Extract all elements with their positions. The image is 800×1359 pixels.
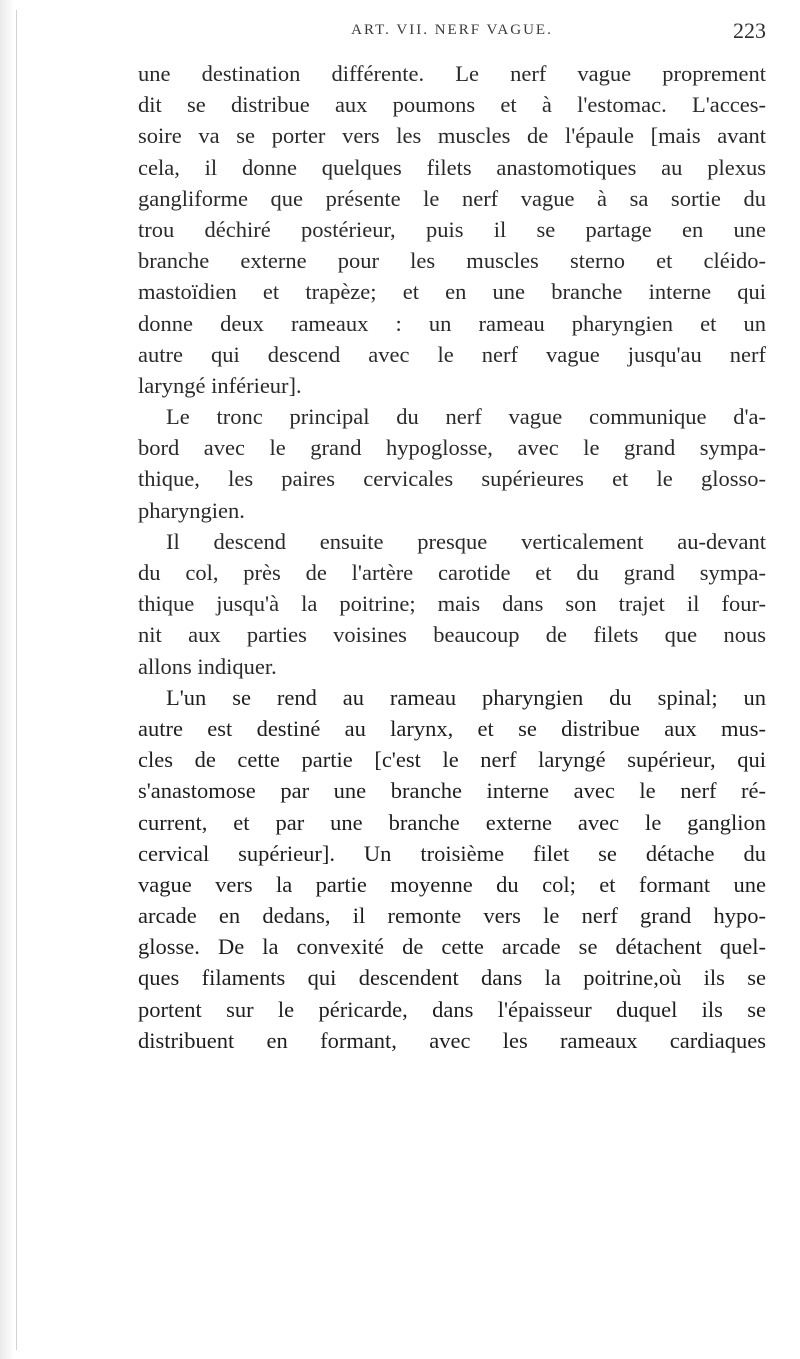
text-line: trou déchiré postérieur, puis il se partage en une — [138, 216, 766, 242]
page-header — [138, 18, 766, 48]
text-line: distribuent en formant, avec les rameaux cardiaques — [138, 1027, 766, 1053]
running-head: ART. VII. NERF VAGUE. — [351, 22, 553, 38]
text-line: gangliforme que présente le nerf vague à sa sortie du — [138, 185, 766, 211]
text-line: du col, près de l'artère carotide et du grand sympa- — [138, 560, 766, 585]
page-number: 223 — [733, 18, 766, 43]
text-line: thique, les paires cervicales supérieures et le glosso- — [138, 466, 766, 492]
text-line: cervical supérieur]. Un troisième filet se détache du — [138, 840, 766, 866]
text-line: allons indiquer. — [138, 653, 277, 679]
page-gutter-shadow — [0, 0, 14, 1359]
text-line: L'un se rend au rameau pharyngien du spinal; un — [166, 684, 766, 710]
body-text — [138, 58, 766, 1056]
text-line: Le tronc principal du nerf vague communique d'a- — [166, 404, 766, 430]
text-line: dit se distribue aux poumons et à l'estomac. L'acces- — [138, 92, 766, 118]
text-line: portent sur le péricarde, dans l'épaisseur duquel ils se — [138, 996, 766, 1022]
text-line: donne deux rameaux : un rameau pharyngien et un — [138, 310, 766, 336]
text-line: nit aux parties voisines beaucoup de filets que nous — [138, 622, 766, 648]
text-line: thique jusqu'à la poitrine; mais dans son trajet il four- — [138, 591, 766, 617]
text-line: autre qui descend avec le nerf vague jusqu'au nerf — [138, 341, 766, 367]
text-line: Il descend ensuite presque verticalement au-devant — [166, 528, 766, 554]
page-edge-line — [16, 10, 17, 1350]
text-line: bord avec le grand hypoglosse, avec le grand sympa- — [138, 435, 766, 461]
text-line: branche externe pour les muscles sterno et cléido- — [138, 248, 766, 274]
text-line: pharyngien. — [138, 497, 245, 523]
text-line: arcade en dedans, il remonte vers le nerf grand hypo- — [138, 903, 766, 929]
text-line: vague vers la partie moyenne du col; et formant une — [138, 871, 766, 897]
text-line: current, et par une branche externe avec le ganglion — [138, 809, 766, 835]
text-line: soire va se porter vers les muscles de l'épaule [mais avant — [138, 123, 766, 149]
text-line: une destination différente. Le nerf vague proprement — [138, 61, 766, 86]
text-line: ques filaments qui descendent dans la poitrine,où ils se — [138, 965, 766, 991]
text-line: laryngé inférieur]. — [138, 372, 302, 398]
text-line: glosse. De la convexité de cette arcade se détachent quel- — [138, 934, 766, 960]
text-line: mastoïdien et trapèze; et en une branche interne qui — [138, 279, 766, 305]
text-line: cela, il donne quelques filets anastomotiques au plexus — [138, 154, 766, 180]
text-line: autre est destiné au larynx, et se distribue aux mus- — [138, 715, 766, 741]
text-line: s'anastomose par une branche interne avec le nerf ré- — [138, 778, 766, 804]
text-line: cles de cette partie [c'est le nerf laryngé supérieur, qui — [138, 747, 766, 773]
